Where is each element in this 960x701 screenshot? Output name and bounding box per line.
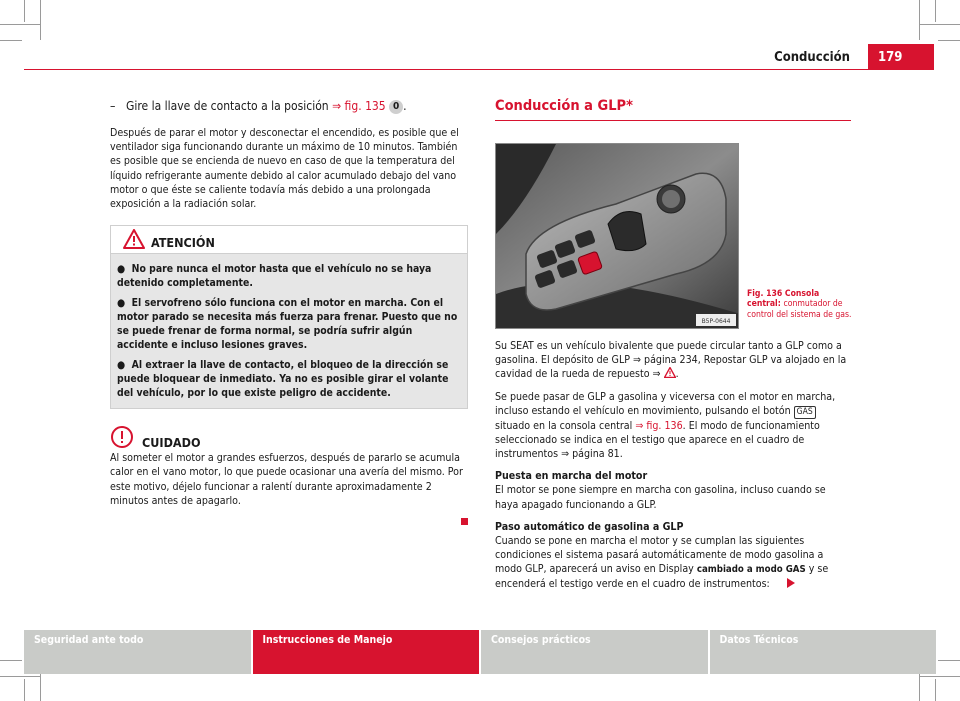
step-text: Gire la llave de contacto a la posición	[126, 99, 329, 113]
subheading: Puesta en marcha del motor	[495, 470, 648, 483]
console-illustration	[496, 144, 739, 329]
right-column	[495, 98, 851, 600]
caution-header	[110, 429, 468, 451]
crop-mark	[935, 679, 936, 701]
page-number: 179	[868, 44, 934, 70]
section-title: Conducción a GLP*	[495, 98, 633, 114]
header-rule	[24, 69, 868, 70]
body-paragraph: Cuando se pone en marcha el motor y se cumplan las siguientes condiciones el sistema pasará automáticamente de modo gasolina a modo GLP, aparecerá un aviso en Display cambiado a modo GAS y se encenderá el testigo verde en el cuadro de instrumentos:	[495, 534, 829, 591]
continue-arrow-icon	[787, 578, 795, 588]
warning-box	[110, 225, 468, 409]
center-console-photo	[495, 143, 739, 329]
caution-text: Al someter el motor a grandes esfuerzos, después de pararlo se acumula calor en el vano motor, lo que puede ocasionar una avería del mismo. Por este motivo, déjelo funcionar a ralentí durante aproximadamente 2 minutos antes de apagarlo.	[110, 452, 463, 507]
nav-tab-seguridad[interactable]: Seguridad ante todo	[24, 630, 251, 674]
crop-mark	[938, 40, 960, 41]
section-rule	[495, 120, 851, 121]
crop-mark	[0, 24, 40, 25]
body-paragraph: Se puede pasar de GLP a gasolina y viceversa con el motor en marcha, incluso estando el vehículo en movimiento, pulsando el botón GAS situado en la consola central ⇒ fig. 136. El modo de funcionamiento seleccionado se indica en el testigo que aparece en el cuadro de instrumentos ⇒ página 81.	[495, 390, 836, 461]
gas-button-key: GAS	[794, 406, 816, 419]
figure-caption: Fig. 136 Consola central: conmutador de control del sistema de gas.	[747, 289, 852, 320]
crop-mark	[920, 676, 960, 677]
warning-item: ● El servofreno sólo funciona con el motor en marcha. Con el motor parado se necesita más fuerza para frenar. Puesto que no se puede frenar de forma normal, se podría sufrir algún accidente e incluso lesiones graves.	[117, 297, 458, 352]
position-number-badge: 0	[389, 100, 403, 114]
crop-mark	[0, 660, 22, 661]
step-end: .	[403, 99, 407, 113]
warning-body	[111, 254, 467, 408]
instruction-step	[110, 98, 468, 114]
nav-tab-instrucciones[interactable]: Instrucciones de Manejo	[253, 630, 480, 674]
crop-mark	[920, 24, 960, 25]
crop-mark	[24, 0, 25, 22]
figure-code: B5P-0644	[701, 318, 731, 325]
crop-mark	[935, 0, 936, 22]
chapter-title: Conducción	[774, 50, 850, 65]
caution-title: CUIDADO	[142, 435, 201, 451]
warning-item: ● No pare nunca el motor hasta que el vehículo no se haya detenido completamente.	[117, 263, 432, 290]
figure-reference-link[interactable]: ⇒ fig. 135	[332, 99, 386, 113]
display-message: cambiado a modo GAS	[696, 564, 806, 576]
caution-exclamation-icon	[110, 425, 134, 449]
warning-item: ● Al extraer la llave de contacto, el bloqueo de la dirección se puede bloquear de inmediato. Ya no es posible girar el volante del vehículo, por lo que existe peligro de accidente.	[117, 359, 449, 400]
chapter-navigation	[24, 630, 936, 674]
body-paragraph: Su SEAT es un vehículo bivalente que puede circular tanto a GLP como a gasolina. El depósito de GLP ⇒ página 234, Repostar GLP va alojado en la cavidad de la rueda de repuesto ⇒ .	[495, 340, 847, 381]
warning-header	[111, 226, 467, 254]
step-dash: –	[110, 99, 116, 113]
warning-title: ATENCIÓN	[151, 235, 215, 251]
crop-mark	[24, 679, 25, 701]
nav-tab-datos[interactable]: Datos Técnicos	[710, 630, 937, 674]
nav-tab-consejos[interactable]: Consejos prácticos	[481, 630, 708, 674]
crop-mark	[40, 0, 41, 40]
body-paragraph: Después de parar el motor y desconectar el encendido, es posible que el ventilador siga funcionando durante un máximo de 10 minutos. También es posible que se encienda de nuevo en caso de que la temperatura del líquido refrigerante aumente debido al calor acumulado debajo del vano motor o que éste se caliente todavía más debido a una prolongada exposición a la radiación solar.	[110, 127, 459, 211]
body-paragraph: El motor se pone siempre en marcha con gasolina, incluso cuando se haya apagado funcionando a GLP.	[495, 484, 826, 511]
section-end-marker	[461, 518, 468, 525]
crop-mark	[938, 660, 960, 661]
crop-mark	[0, 40, 22, 41]
warning-triangle-icon	[664, 367, 676, 378]
warning-triangle-icon	[123, 229, 145, 249]
subheading: Paso automático de gasolina a GLP	[495, 520, 684, 533]
crop-mark	[0, 676, 40, 677]
crop-mark	[919, 0, 920, 40]
figure	[495, 131, 851, 327]
figure-reference-link[interactable]: ⇒ fig. 136	[635, 419, 683, 432]
left-column	[110, 98, 468, 529]
